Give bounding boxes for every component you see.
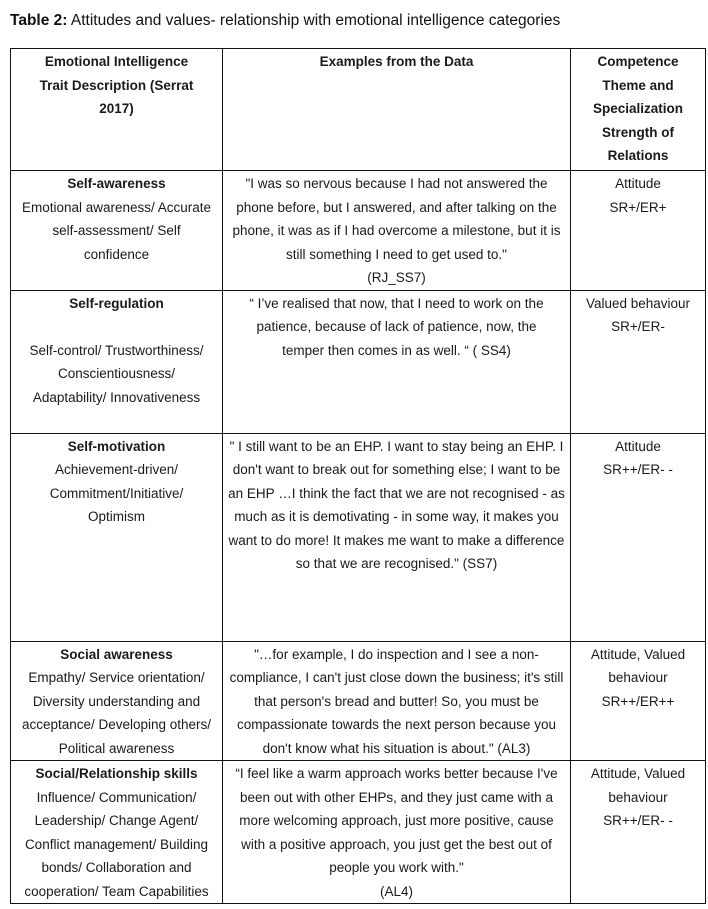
trait-cell — [11, 290, 223, 433]
example-cell — [223, 433, 571, 641]
trait-name: Self-motivation — [67, 438, 166, 454]
table-row — [11, 433, 706, 641]
competence-theme: Attitude, Valued behaviour — [590, 766, 686, 805]
relation-strength: SR++/ER- - — [603, 462, 673, 477]
example-cell — [223, 761, 571, 904]
trait-description: Self-control/ Trustworthiness/ Conscientiousness/ Adaptability/ Innovativeness — [29, 342, 204, 405]
competence-theme: Attitude, Valued behaviour — [590, 646, 686, 685]
table-row — [11, 761, 706, 904]
spacer — [16, 315, 217, 339]
example-quote: “I feel like a warm approach works better because I've been out with other EHPs, and they just came with a more welcoming approach, just more positive, cause with a positive approach, you just get the best out of people you work with." — [235, 766, 558, 875]
trait-description: Empathy/ Service orientation/ Diversity understanding and acceptance/ Developing others/ Political awareness — [21, 670, 212, 756]
competence-theme: Attitude — [615, 438, 661, 454]
example-cell — [223, 641, 571, 761]
table-caption-text: Attitudes and values- relationship with emotional intelligence categories — [67, 12, 561, 29]
table-row — [11, 290, 706, 433]
example-cell — [223, 290, 571, 433]
example-source: (RJ_SS7) — [367, 270, 426, 285]
example-quote: "…for example, I do inspection and I see a non-compliance, I can't just close down the business; it's still that person's bread and butter! So, you must be compassionate towards the next person because you don't know what his situation is about." (AL3) — [229, 646, 564, 756]
relation-strength: SR+/ER+ — [609, 199, 667, 215]
theme-cell — [571, 433, 706, 641]
trait-name: Social awareness — [60, 646, 173, 662]
theme-cell — [571, 641, 706, 761]
trait-description: Influence/ Communication/ Leadership/ Change Agent/ Conflict management/ Building bonds/ Collaboration and cooperation/ Team Capabilities — [24, 789, 209, 899]
table-row — [11, 641, 706, 761]
example-quote: " I still want to be an EHP. I want to stay being an EHP. I don't want to break out for something else; I want to be an EHP …I think the fact that we are not recognised - as much as it is demotivating - in some way, it makes you want to do more! It makes me want to make a difference so that we are recognised." (SS7) — [228, 438, 565, 571]
table-caption-label: Table 2: — [10, 12, 68, 29]
trait-cell — [11, 433, 223, 641]
trait-name: Self-awareness — [67, 176, 166, 191]
theme-cell — [571, 290, 706, 433]
trait-description: Emotional awareness/ Accurate self-assessment/ Self confidence — [21, 199, 212, 262]
relation-strength: SR++/ER- - — [603, 813, 673, 828]
header-examples: Examples from the Data — [223, 49, 571, 171]
trait-cell — [11, 641, 223, 761]
header-trait-description: Emotional Intelligence Trait Description (Serrat 2017) — [11, 49, 223, 171]
example-cell — [223, 171, 571, 291]
relation-strength: SR+/ER- — [611, 319, 665, 334]
emotional-intelligence-table — [10, 48, 706, 904]
table-caption — [10, 11, 560, 31]
example-quote: “ I’ve realised that now, that I need to work on the patience, because of lack of patience, now, the temper then comes in as well. “ ( SS4) — [249, 295, 544, 358]
example-quote: "I was so nervous because I had not answered the phone before, but I answered, and after talking on the phone, it was as if I had overcome a milestone, but it is still something I need to get used to." — [232, 176, 561, 262]
trait-name: Social/Relationship skills — [35, 766, 198, 781]
table-row — [11, 171, 706, 291]
example-source: (AL4) — [379, 883, 413, 899]
competence-theme: Attitude — [615, 176, 661, 191]
theme-cell — [571, 171, 706, 291]
trait-description: Achievement-driven/ Commitment/Initiative/ Optimism — [49, 462, 184, 524]
table-header-row — [11, 49, 706, 171]
trait-cell — [11, 761, 223, 904]
header-competence-theme: Competence Theme and Specialization Strength of Relations — [571, 49, 706, 171]
trait-cell — [11, 171, 223, 291]
relation-strength: SR++/ER++ — [601, 693, 675, 709]
trait-name: Self-regulation — [69, 295, 164, 311]
theme-cell — [571, 761, 706, 904]
competence-theme: Valued behaviour — [585, 295, 691, 311]
